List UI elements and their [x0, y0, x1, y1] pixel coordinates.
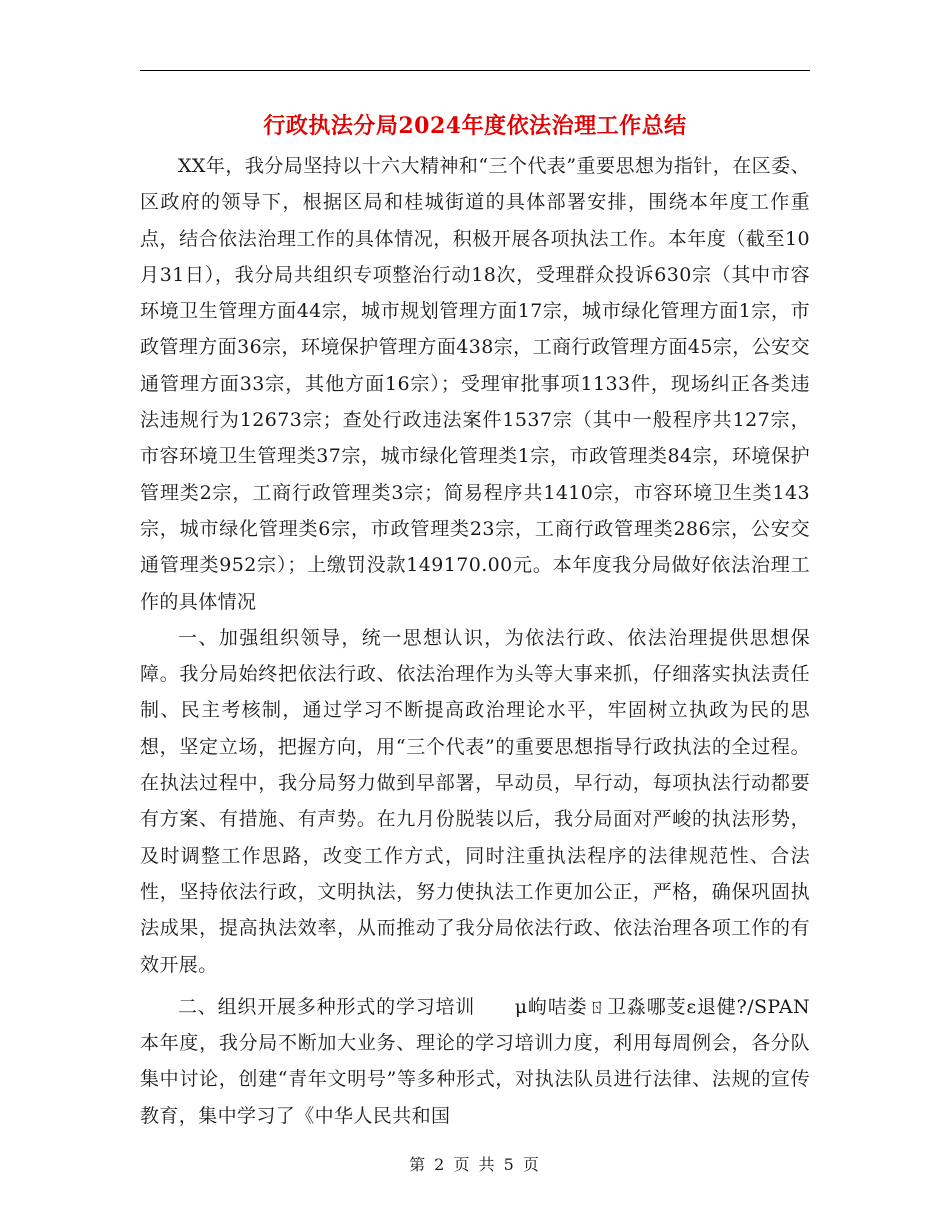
paragraph-intro: XX年，我分局坚持以十六大精神和“三个代表”重要思想为指针，在区委、区政府的领导下，根据区局和桂城街道的具体部署安排，围绕本年度工作重点，结合依法治理工作的具体情况，积极开展各项执法工作。本年度（截至10月31日），我分局共组织专项整治行动18次，受理群众投诉630宗（其中市容环境卫生管理方面44宗，城市规划管理方面17宗，城市绿化管理方面1宗，市政管理方面36宗，环境保护管理方面438宗，工商行政管理方面45宗，公安交通管理方面33宗，其他方面16宗）；受理审批事项1133件，现场纠正各类违法违规行为12673宗；查处行政违法案件1537宗（其中一般程序共127宗，市容环境卫生管理类37宗，城市绿化管理类1宗，市政管理类84宗，环境保护管理类2宗，工商行政管理类3宗；简易程序共1410宗，市容环境卫生类143宗，城市绿化管理类6宗，市政管理类23宗，工商行政管理类286宗，公安交通管理类952宗）；上缴罚没款149170.00元。本年度我分局做好依法治理工作的具体情况 — [140, 155, 810, 613]
document-title: 行政执法分局2024年度依法治理工作总结 — [263, 113, 687, 139]
paragraph-section-two: 二、组织开展多种形式的学习培训 μ岣咭娄ㄖ卫淼哪芰ε退健?/SPAN本年度，我分局不断加大业务、理论的学习培训力度，利用每周例会，各分队集中讨论，创建“青年文明号”等多种形式，对执法队员进行法律、法规的宣传教育，集中学习了《中华人民共和国 — [140, 995, 810, 1127]
paragraph-section-one: 一、加强组织领导，统一思想认识，为依法行政、依法治理提供思想保障。我分局始终把依法行政、依法治理作为头等大事来抓，仔细落实执法责任制、民主考核制，通过学习不断提高政治理论水平，牢固树立执政为民的思想，坚定立场，把握方向，用“三个代表”的重要思想指导行政执法的全过程。在执法过程中，我分局努力做到早部署，早动员，早行动，每项执法行动都要有方案、有措施、有声势。在九月份脱装以后，我分局面对严峻的执法形势，及时调整工作思路，改变工作方式，同时注重执法程序的法律规范性、合法性，坚持依法行政，文明执法，努力使执法工作更加公正，严格，确保巩固执法成果，提高执法效率，从而推动了我分局依法行政、依法治理各项工作的有效开展。 — [140, 626, 810, 976]
document-body — [140, 148, 810, 1134]
page-number-footer: 第 2 页 共 5 页 — [409, 1155, 541, 1174]
header-rule — [140, 70, 810, 71]
